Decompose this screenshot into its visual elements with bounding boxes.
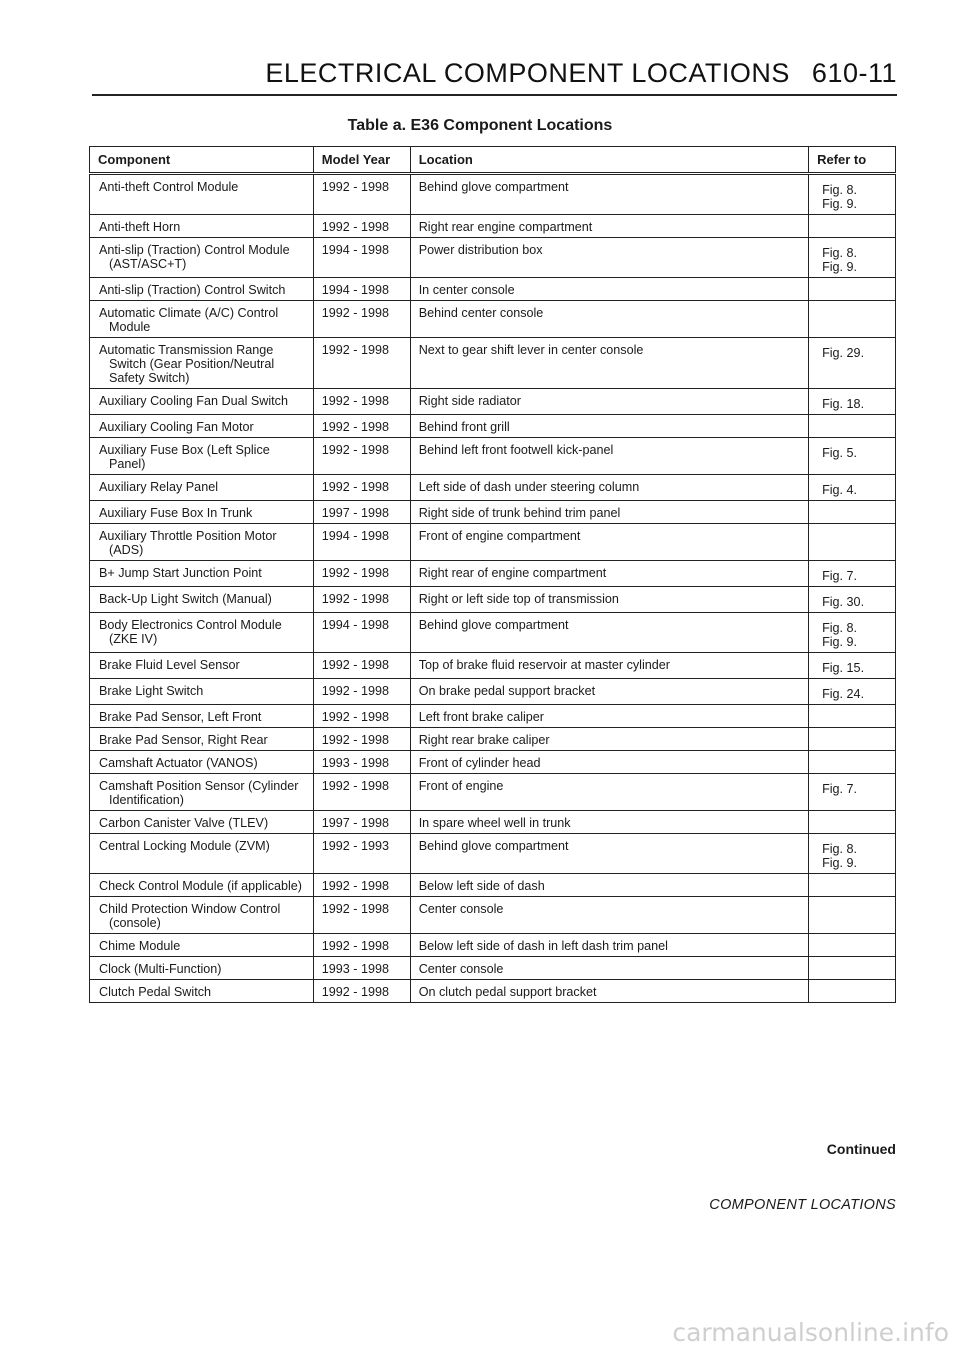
cell-model-year: 1992 - 1998 [313,215,410,238]
cell-component: Brake Pad Sensor, Right Rear [90,728,314,751]
table-row [90,653,896,679]
cell-component: Brake Light Switch [90,679,314,705]
table-row [90,278,896,301]
cell-refer-to: Fig. 5. [809,438,896,475]
table-row [90,811,896,834]
cell-location: In spare wheel well in trunk [410,811,808,834]
cell-component: Auxiliary Relay Panel [90,475,314,501]
cell-refer-to [809,415,896,438]
cell-refer-to: Fig. 30. [809,587,896,613]
cell-model-year: 1992 - 1998 [313,897,410,934]
cell-model-year: 1992 - 1998 [313,653,410,679]
column-header-model-year: Model Year [313,147,410,174]
cell-component: Back-Up Light Switch (Manual) [90,587,314,613]
table-row [90,980,896,1003]
cell-component: Body Electronics Control Module (ZKE IV) [90,613,314,653]
section-title: ELECTRICAL COMPONENT LOCATIONS [265,58,790,88]
table-row [90,705,896,728]
table-row [90,679,896,705]
watermark: carmanualsonline.info [672,1318,949,1347]
cell-location: Right side of trunk behind trim panel [410,501,808,524]
cell-model-year: 1992 - 1998 [313,874,410,897]
column-header-refer-to: Refer to [809,147,896,174]
cell-component: Camshaft Position Sensor (Cylinder Identification) [90,774,314,811]
footer-section-label: COMPONENT LOCATIONS [709,1197,896,1213]
cell-component: Clock (Multi-Function) [90,957,314,980]
cell-component: Camshaft Actuator (VANOS) [90,751,314,774]
page-number: 610-11 [811,58,897,88]
cell-location: Front of engine [410,774,808,811]
cell-refer-to: Fig. 29. [809,338,896,389]
cell-location: Right rear of engine compartment [410,561,808,587]
cell-location: Right or left side top of transmission [410,587,808,613]
cell-component: Anti-theft Control Module [90,174,314,215]
table-row [90,751,896,774]
table-body [90,174,896,1003]
table-row [90,834,896,874]
table-row [90,587,896,613]
cell-model-year: 1992 - 1998 [313,561,410,587]
cell-component: Chime Module [90,934,314,957]
cell-location: Top of brake fluid reservoir at master cylinder [410,653,808,679]
cell-refer-to: Fig. 18. [809,389,896,415]
cell-model-year: 1994 - 1998 [313,278,410,301]
cell-location: On clutch pedal support bracket [410,980,808,1003]
cell-model-year: 1992 - 1998 [313,475,410,501]
cell-location: Behind glove compartment [410,613,808,653]
cell-refer-to: Fig. 7. [809,561,896,587]
cell-component: Carbon Canister Valve (TLEV) [90,811,314,834]
cell-model-year: 1992 - 1998 [313,980,410,1003]
table-row [90,215,896,238]
cell-model-year: 1993 - 1998 [313,957,410,980]
cell-location: Left side of dash under steering column [410,475,808,501]
cell-refer-to [809,957,896,980]
cell-location: Front of engine compartment [410,524,808,561]
cell-location: Behind glove compartment [410,834,808,874]
cell-refer-to [809,811,896,834]
cell-component: Auxiliary Fuse Box In Trunk [90,501,314,524]
cell-model-year: 1992 - 1998 [313,415,410,438]
cell-refer-to [809,980,896,1003]
cell-location: Center console [410,897,808,934]
table-row [90,174,896,215]
continued-label: Continued [826,1141,896,1157]
cell-refer-to [809,524,896,561]
cell-component: Child Protection Window Control (console) [90,897,314,934]
cell-refer-to [809,897,896,934]
cell-component: Automatic Climate (A/C) Control Module [90,301,314,338]
column-header-location: Location [410,147,808,174]
cell-model-year: 1992 - 1998 [313,174,410,215]
cell-refer-to [809,215,896,238]
table-row [90,613,896,653]
cell-location: In center console [410,278,808,301]
cell-location: Behind left front footwell kick-panel [410,438,808,475]
cell-component: Auxiliary Throttle Position Motor (ADS) [90,524,314,561]
table-header-row [90,147,896,174]
table-row [90,438,896,475]
cell-model-year: 1994 - 1998 [313,613,410,653]
table-title: Table a. E36 Component Locations [347,117,613,134]
cell-location: Behind glove compartment [410,174,808,215]
cell-component: Automatic Transmission Range Switch (Gear Position/Neutral Safety Switch) [90,338,314,389]
header-rule [92,94,897,96]
cell-model-year: 1992 - 1998 [313,679,410,705]
cell-component: Anti-slip (Traction) Control Module (AST/ASC+T) [90,238,314,278]
cell-location: Below left side of dash [410,874,808,897]
cell-refer-to [809,751,896,774]
cell-model-year: 1993 - 1998 [313,751,410,774]
cell-component: Brake Fluid Level Sensor [90,653,314,679]
cell-location: Right side radiator [410,389,808,415]
cell-model-year: 1992 - 1998 [313,389,410,415]
cell-component: Anti-theft Horn [90,215,314,238]
cell-component: Clutch Pedal Switch [90,980,314,1003]
cell-refer-to [809,874,896,897]
cell-model-year: 1992 - 1998 [313,774,410,811]
cell-refer-to [809,934,896,957]
cell-refer-to [809,278,896,301]
cell-model-year: 1994 - 1998 [313,238,410,278]
table-row [90,501,896,524]
component-locations-table [89,146,896,1003]
cell-model-year: 1994 - 1998 [313,524,410,561]
cell-refer-to: Fig. 7. [809,774,896,811]
cell-location: Left front brake caliper [410,705,808,728]
table-row [90,561,896,587]
table-row [90,934,896,957]
cell-model-year: 1992 - 1998 [313,301,410,338]
table-row [90,728,896,751]
cell-location: Power distribution box [410,238,808,278]
cell-refer-to [809,728,896,751]
cell-component: Auxiliary Cooling Fan Dual Switch [90,389,314,415]
cell-refer-to: Fig. 8. Fig. 9. [809,834,896,874]
cell-component: B+ Jump Start Junction Point [90,561,314,587]
table-row [90,238,896,278]
cell-model-year: 1992 - 1998 [313,728,410,751]
cell-location: On brake pedal support bracket [410,679,808,705]
column-header-component: Component [90,147,314,174]
table-row [90,415,896,438]
page-header [0,58,897,89]
cell-refer-to: Fig. 15. [809,653,896,679]
table-row [90,301,896,338]
cell-location: Behind front grill [410,415,808,438]
cell-model-year: 1997 - 1998 [313,811,410,834]
table-row [90,774,896,811]
cell-component: Brake Pad Sensor, Left Front [90,705,314,728]
cell-refer-to: Fig. 8. Fig. 9. [809,174,896,215]
cell-location: Center console [410,957,808,980]
cell-component: Central Locking Module (ZVM) [90,834,314,874]
cell-component: Check Control Module (if applicable) [90,874,314,897]
cell-location: Next to gear shift lever in center console [410,338,808,389]
table-row [90,475,896,501]
cell-refer-to: Fig. 4. [809,475,896,501]
cell-model-year: 1992 - 1998 [313,438,410,475]
cell-model-year: 1997 - 1998 [313,501,410,524]
cell-refer-to [809,501,896,524]
cell-model-year: 1992 - 1998 [313,934,410,957]
cell-model-year: 1992 - 1998 [313,705,410,728]
cell-model-year: 1992 - 1998 [313,587,410,613]
table-row [90,957,896,980]
table-row [90,874,896,897]
cell-location: Behind center console [410,301,808,338]
cell-refer-to [809,705,896,728]
cell-model-year: 1992 - 1998 [313,338,410,389]
cell-refer-to: Fig. 8. Fig. 9. [809,613,896,653]
cell-component: Anti-slip (Traction) Control Switch [90,278,314,301]
table-row [90,389,896,415]
cell-component: Auxiliary Fuse Box (Left Splice Panel) [90,438,314,475]
table-row [90,338,896,389]
cell-location: Below left side of dash in left dash trim panel [410,934,808,957]
cell-location: Front of cylinder head [410,751,808,774]
cell-location: Right rear brake caliper [410,728,808,751]
cell-refer-to: Fig. 8. Fig. 9. [809,238,896,278]
table-row [90,897,896,934]
cell-model-year: 1992 - 1993 [313,834,410,874]
cell-component: Auxiliary Cooling Fan Motor [90,415,314,438]
cell-location: Right rear engine compartment [410,215,808,238]
table-row [90,524,896,561]
cell-refer-to [809,301,896,338]
cell-refer-to: Fig. 24. [809,679,896,705]
